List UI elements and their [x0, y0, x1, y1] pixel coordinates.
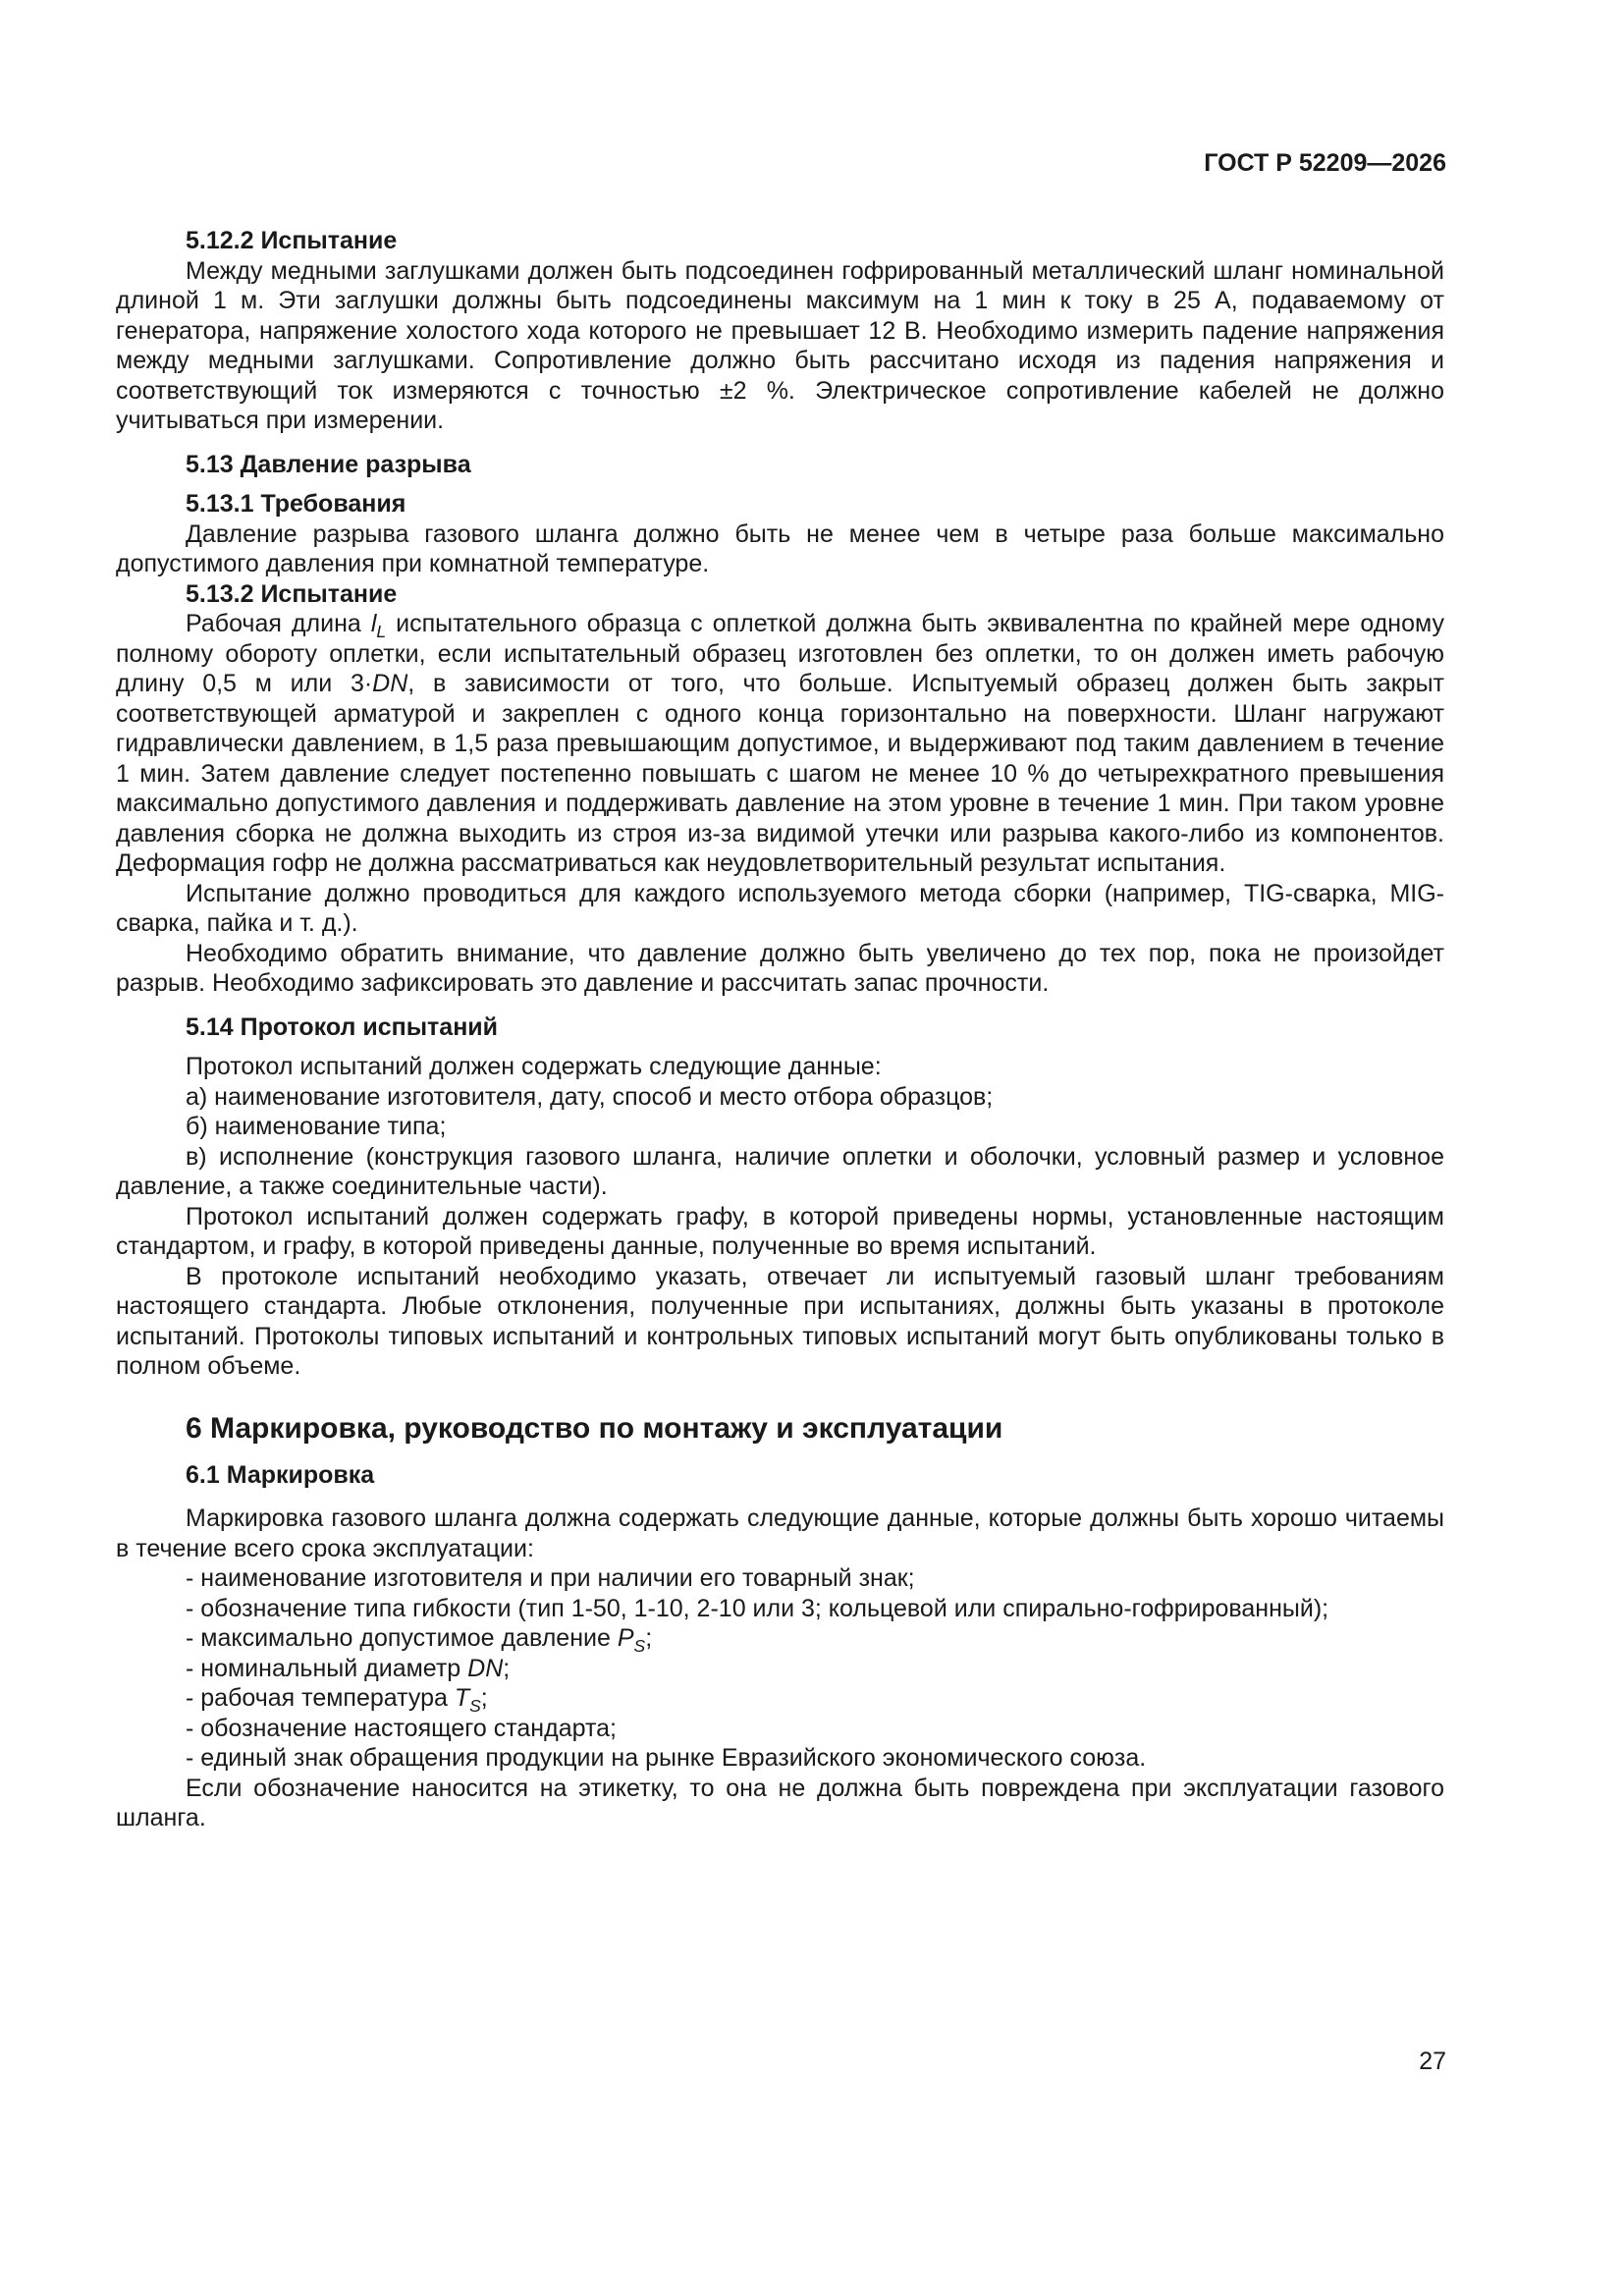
text-run: испытательного образца с оплеткой должна быть эквивалентна по крайней мере одному полному обороту оплетки, если испытательный образец изготовлен без оплетки, то он должен иметь рабочую длину 0,5 м или 3· — [116, 610, 1444, 697]
list-item — [116, 1683, 1444, 1717]
text-run: - максимально допустимое давление — [186, 1624, 618, 1652]
list-item — [116, 1654, 1444, 1684]
text-run: ; — [645, 1624, 653, 1652]
list-item: в) исполнение (конструкция газового шланга, наличие оплетки и оболочки, условный размер и условное давление, а также соединительные части). — [116, 1142, 1444, 1200]
page-content — [116, 226, 1444, 1833]
length-subscript: L — [376, 622, 387, 642]
text-run: , в зависимости от того, что больше. Испытуемый образец должен быть закрыт соответствующей арматурой и закреплен с одного конца горизонтально на поверхности. Шланг нагружают гидравлически давлением, в 1,5 раза превышающим допустимое, и выдерживают под таким давлением в течение 1 мин. Затем давление следует постепенно повышать с шагом не менее 10 % до четырехкратного превышения максимально допустимого давления и поддерживать давление на этом уровне в течение 1 мин. При таком уровне давления сборка не должна выходить из строя из-за видимой утечки или разрыва какого-либо из компонентов. Деформация гофр не должна рассматриваться как неудовлетворительный результат испытания. — [116, 670, 1444, 877]
section-5-13-2-heading: 5.13.2 Испытание — [186, 579, 398, 608]
list-item: б) наименование типа; — [186, 1113, 447, 1140]
text-run: - номинальный диаметр — [186, 1654, 468, 1682]
section-6-heading: 6 Маркировка, руководство по монтажу и эксплуатации — [186, 1411, 1003, 1445]
text-run: ; — [503, 1654, 511, 1682]
section-5-13-1-heading: 5.13.1 Требования — [186, 490, 406, 518]
list-item: - обозначение настоящего стандарта; — [186, 1714, 617, 1742]
section-5-14-heading: 5.14 Протокол испытаний — [186, 1012, 499, 1041]
section-6-1-intro: Маркировка газового шланга должна содержать следующие данные, которые должны быть хорошо читаемы в течение всего срока эксплуатации: — [116, 1504, 1444, 1562]
pressure-variable: P — [617, 1624, 634, 1652]
list-item: - наименование изготовителя и при наличии его товарный знак; — [186, 1564, 915, 1592]
section-6-1-closing-paragraph: Если обозначение наносится на этикетку, то она не должна быть повреждена при эксплуатации газового шланга. — [116, 1774, 1444, 1831]
list-item: - единый знак обращения продукции на рынке Евразийского экономического союза. — [186, 1744, 1147, 1772]
page-number: 27 — [1419, 2048, 1446, 2075]
list-item: - обозначение типа гибкости (тип 1-50, 1-10, 2-10 или 3; кольцевой или спирально-гофрированный); — [186, 1594, 1329, 1622]
document-id-header: ГОСТ Р 52209—2026 — [1204, 149, 1446, 177]
list-item: а) наименование изготовителя, дату, способ и место отбора образцов; — [186, 1082, 994, 1111]
list-item — [116, 1623, 1444, 1657]
dn-variable: DN — [372, 670, 408, 697]
section-5-13-2-paragraph-2: Испытание должно проводиться для каждого используемого метода сборки (например, TIG-сварка, MIG-сварка, пайка и т. д.). — [116, 879, 1444, 937]
section-5-12-2-paragraph: Между медными заглушками должен быть подсоединен гофрированный металлический шланг номинальной длиной 1 м. Эти заглушки должны быть подсоединены максимум на 1 мин к току в 25 А, подаваемому от генератора, напряжение холостого хода которого не превышает 12 В. Необходимо измерить падение напряжения между медными заглушками. Сопротивление должно быть рассчитано исходя из падения напряжения и соответствующий ток измеряются с точностью ±2 %. Электрическое сопротивление кабелей не должно учитываться при измерении. — [116, 256, 1444, 434]
section-5-12-2-heading: 5.12.2 Испытание — [186, 227, 398, 254]
text-run: - рабочая температура — [186, 1684, 455, 1712]
section-5-13-heading: 5.13 Давление разрыва — [186, 450, 471, 478]
length-variable: l — [370, 610, 377, 637]
section-5-13-2-paragraph-1 — [116, 609, 1444, 879]
temperature-variable: T — [454, 1684, 470, 1712]
section-5-14-paragraph-3: В протоколе испытаний необходимо указать, отвечает ли испытуемый газовый шланг требованиям настоящего стандарта. Любые отклонения, полученные при испытаниях, должны быть указаны в протоколе испытаний. Протоколы типовых испытаний и контрольных типовых испытаний могут быть опубликованы только в полном объеме. — [116, 1262, 1444, 1380]
section-5-14-intro: Протокол испытаний должен содержать следующие данные: — [186, 1053, 882, 1080]
temperature-subscript: S — [469, 1696, 481, 1717]
section-5-13-1-paragraph: Давление разрыва газового шланга должно быть не менее чем в четыре раза больше максимально допустимого давления при комнатной температуре. — [116, 519, 1444, 577]
section-5-14-paragraph-2: Протокол испытаний должен содержать графу, в которой приведены нормы, установленные настоящим стандартом, и графу, в которой приведены данные, полученные во время испытаний. — [116, 1202, 1444, 1260]
text-run: Рабочая длина — [186, 610, 371, 637]
text-run: ; — [480, 1684, 488, 1712]
dn-variable: DN — [467, 1654, 504, 1682]
section-5-13-2-paragraph-3: Необходимо обратить внимание, что давление должно быть увеличено до тех пор, пока не произойдет разрыв. Необходимо зафиксировать это давление и рассчитать запас прочности. — [116, 939, 1444, 997]
section-6-1-heading: 6.1 Маркировка — [186, 1460, 375, 1489]
pressure-subscript: S — [633, 1636, 646, 1657]
